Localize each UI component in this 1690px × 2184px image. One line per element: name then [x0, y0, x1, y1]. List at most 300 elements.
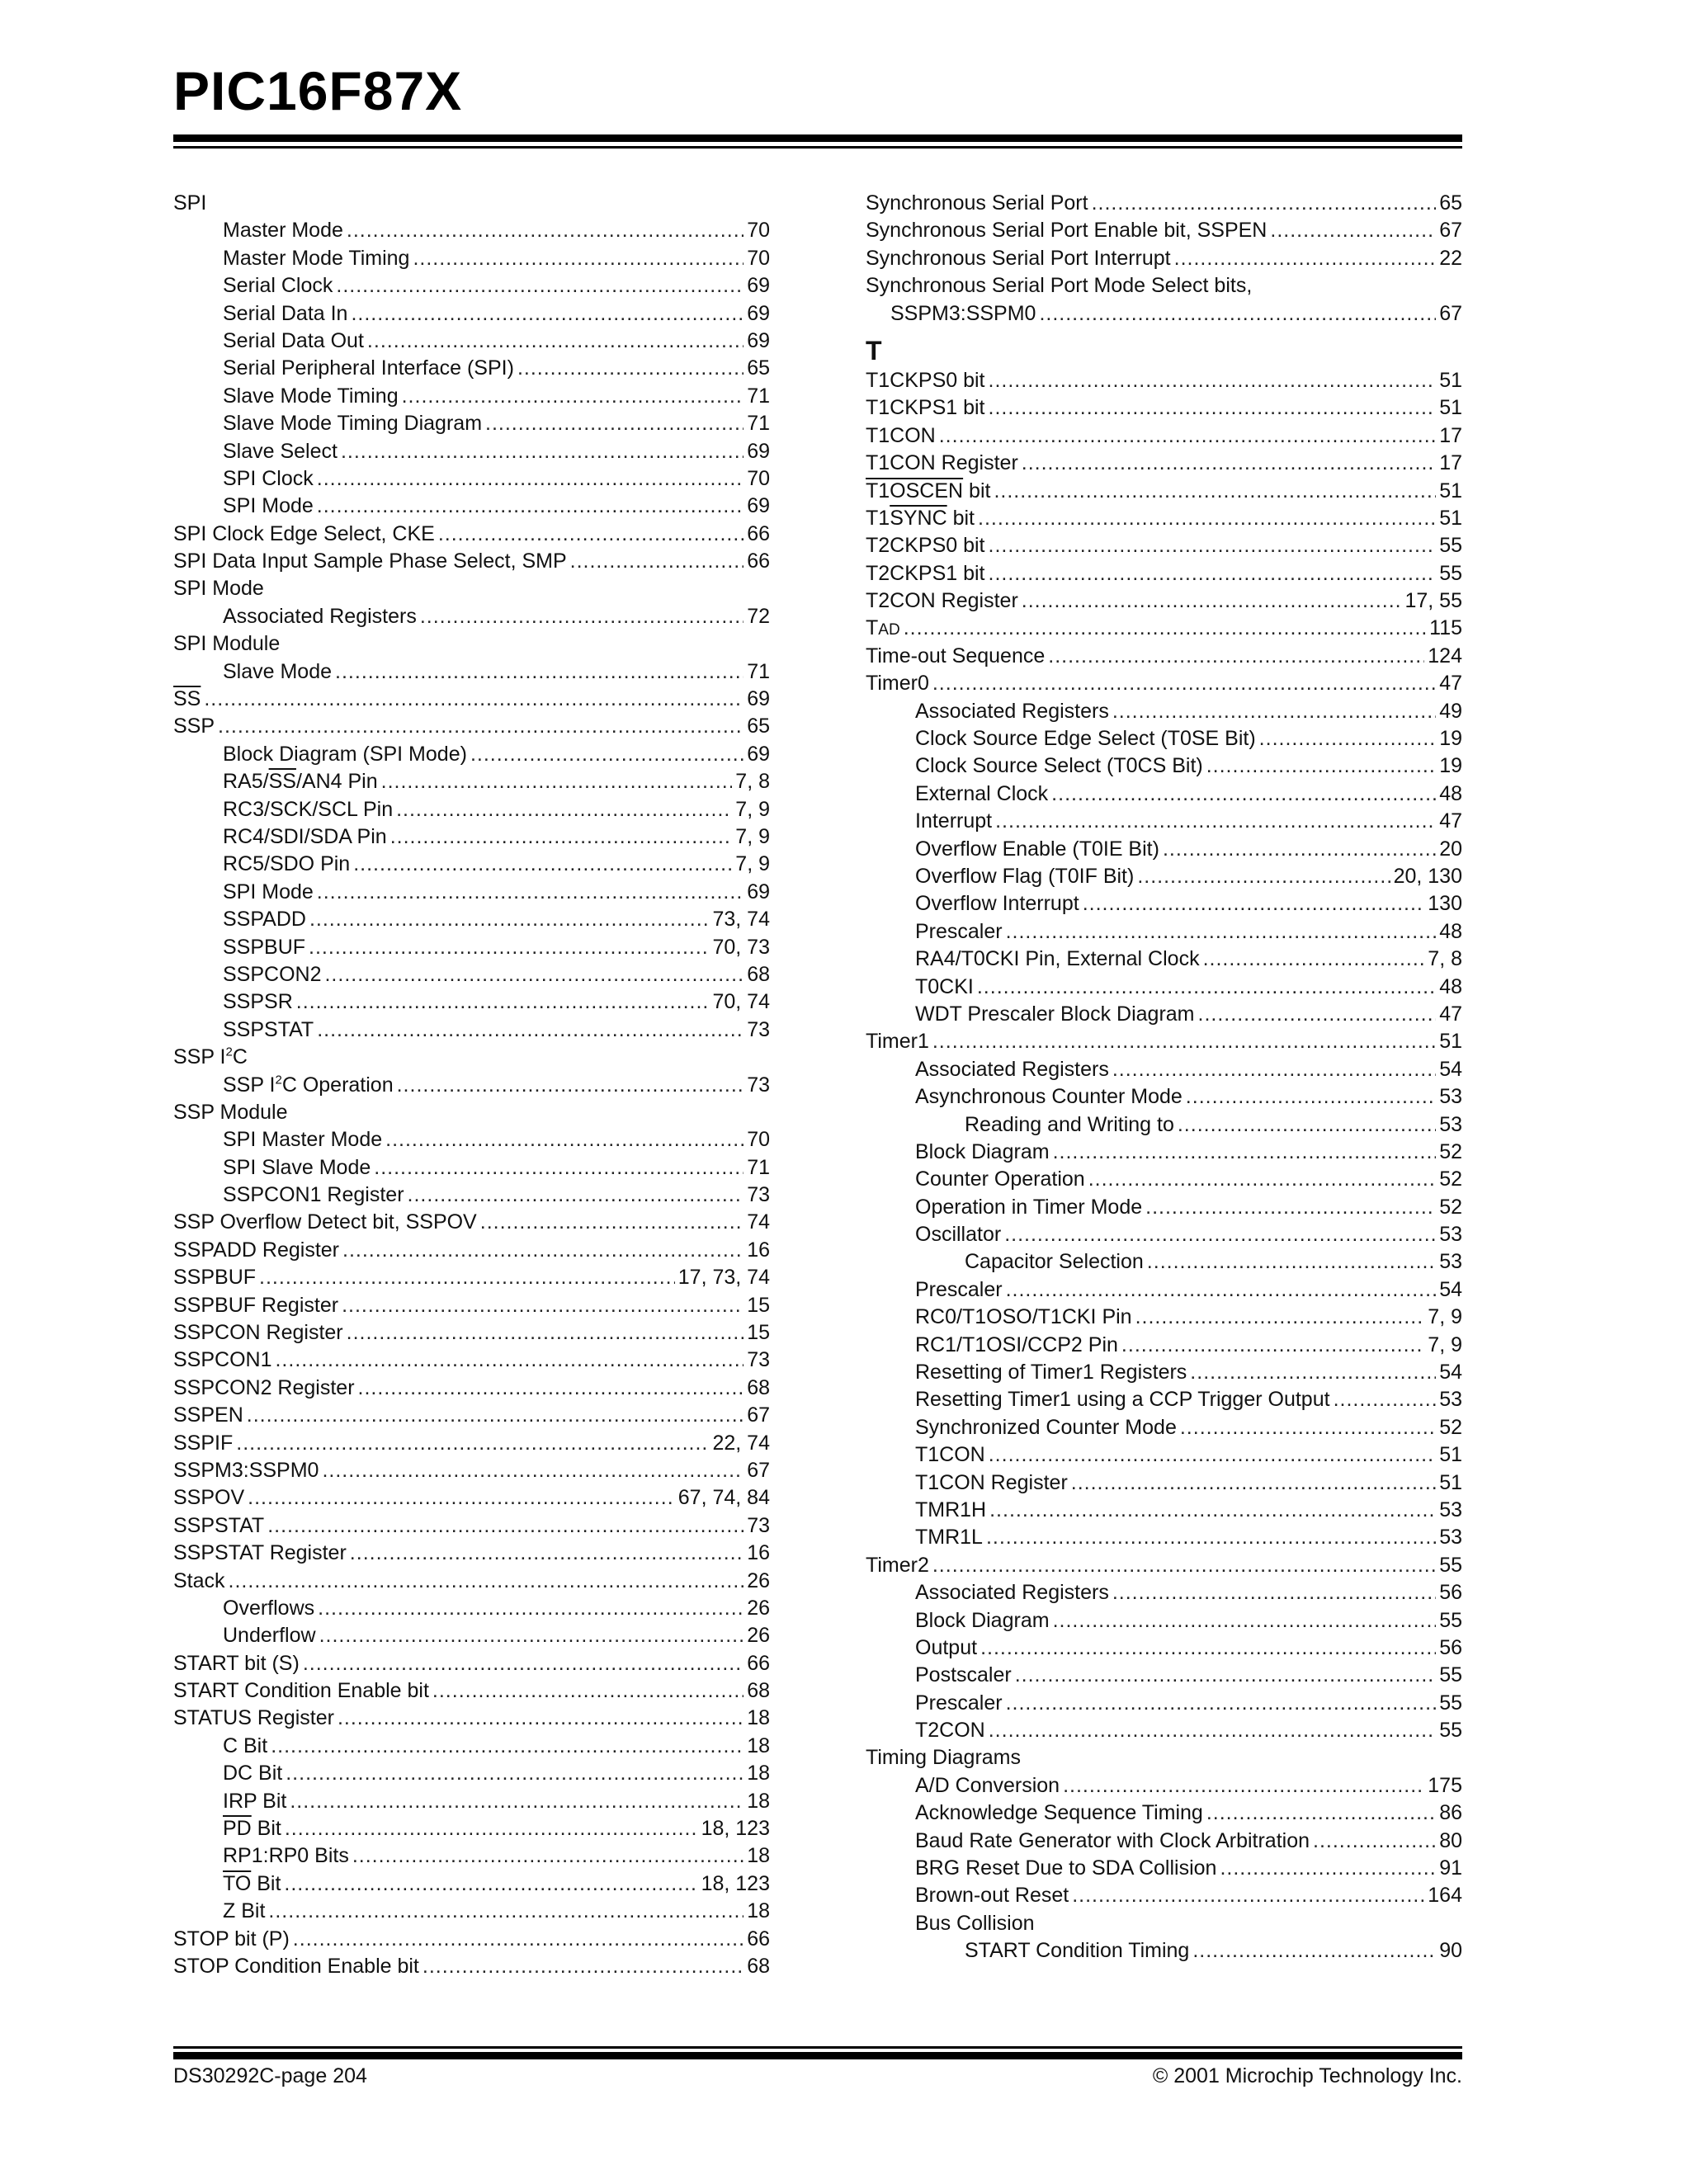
dot-leader [317, 465, 744, 493]
index-entry-label: Serial Clock [223, 274, 333, 298]
index-entry-page: 7, 8 [1428, 947, 1462, 971]
index-entry-label: Reading and Writing to [965, 1112, 1174, 1136]
index-entry-label: SPI Module [173, 632, 281, 656]
index-entry [866, 615, 1462, 642]
dot-leader [932, 670, 1436, 697]
index-entry [866, 1524, 1462, 1551]
index-entry-page: 69 [747, 274, 770, 298]
index-entry [866, 1276, 1462, 1304]
index-entry-label: TAD [866, 616, 900, 640]
index-entry-label: SPI Mode [223, 880, 314, 903]
index-entry-label: T1CON [915, 1443, 985, 1467]
index-entry-page: 69 [747, 742, 770, 766]
index-entry-page: 54 [1439, 1277, 1462, 1301]
index-entry [866, 560, 1462, 587]
dot-leader [1147, 1248, 1436, 1276]
index-entry-label: START Condition Timing [965, 1939, 1190, 1963]
index-entry [173, 713, 770, 740]
dot-leader [236, 1430, 709, 1457]
index-entry [866, 1359, 1462, 1386]
index-entry-label: Associated Registers [915, 1581, 1109, 1605]
index-entry-page: 124 [1428, 644, 1462, 667]
dot-leader [293, 1926, 744, 1953]
index-entry-page: 69 [747, 687, 770, 711]
dot-leader [309, 906, 710, 933]
index-entry-page: 55 [1439, 534, 1462, 558]
dot-leader [1004, 1221, 1436, 1248]
dot-leader [420, 603, 744, 630]
dot-leader [247, 1402, 744, 1429]
index-entry-label: Slave Mode Timing Diagram [223, 412, 483, 436]
dot-leader [1206, 1800, 1436, 1827]
index-entry-label: SSP $I^2C$ Operation [223, 1073, 394, 1097]
dot-leader [1088, 1166, 1437, 1193]
index-entry [173, 1126, 770, 1153]
index-entry-page: 48 [1439, 781, 1462, 805]
index-entry-page: 69 [747, 328, 770, 352]
dot-leader [358, 1375, 744, 1402]
index-entry-label: Resetting Timer1 using a CCP Trigger Output [915, 1388, 1330, 1412]
dot-leader [989, 367, 1437, 394]
dot-leader [286, 1760, 744, 1787]
index-entry-page: 66 [747, 521, 770, 545]
index-entry-label: SSP [173, 715, 215, 738]
index-entry-page: 54 [1439, 1057, 1462, 1081]
index-entry-label: Interrupt [915, 809, 993, 833]
index-entry [866, 532, 1462, 559]
index-entry-label: T2CON Register [866, 589, 1018, 613]
index-entry-label: Bus Collision [915, 1911, 1035, 1935]
dot-leader [989, 1497, 1436, 1524]
index-entry-label: Associated Registers [223, 604, 417, 628]
index-entry-page: 67 [1439, 219, 1462, 243]
index-entry-label: RC0/T1OSO/T1CKI Pin [915, 1305, 1132, 1329]
dot-leader [317, 493, 744, 520]
index-entry-label: TMR1H [915, 1498, 987, 1521]
index-entry-label: $\overline{SS}$ [173, 687, 201, 711]
index-entry [866, 1469, 1462, 1497]
index-entry-label: Acknowledge Sequence Timing [915, 1801, 1203, 1825]
dot-leader [517, 355, 744, 382]
index-entry [173, 1788, 770, 1815]
dot-leader [267, 1512, 744, 1540]
index-entry-page: 53 [1439, 1526, 1462, 1550]
index-entry-label: SSPBUF [223, 935, 306, 959]
index-entry-label: RC5/SDO Pin [223, 852, 351, 876]
dot-leader [275, 1347, 744, 1374]
index-entry [866, 1304, 1462, 1331]
index-entry-page: 18 [747, 1789, 770, 1813]
index-entry-page: 26 [747, 1596, 770, 1620]
index-entry [173, 521, 770, 548]
dot-leader [342, 1237, 744, 1264]
dot-leader [989, 560, 1437, 587]
index-entry [173, 1099, 770, 1126]
dot-leader [1259, 725, 1437, 752]
index-entry-page: 16 [747, 1541, 770, 1565]
index-entry [866, 1111, 1462, 1139]
header-rule-thick [173, 134, 1462, 142]
index-entry-label: Brown-out Reset [915, 1884, 1069, 1908]
index-entry [173, 1733, 770, 1760]
index-entry [866, 587, 1462, 615]
index-entry [173, 245, 770, 272]
index-entry [173, 1760, 770, 1787]
index-entry [173, 1292, 770, 1319]
index-entry [173, 1705, 770, 1732]
index-entry-label: Serial Data Out [223, 328, 364, 352]
dot-leader [351, 300, 744, 328]
dot-leader [1022, 587, 1402, 615]
dot-leader [980, 1634, 1436, 1662]
dot-leader [353, 851, 732, 878]
index-entry [866, 272, 1462, 300]
index-entry-label: Counter Operation [915, 1167, 1085, 1191]
dot-leader [989, 1717, 1436, 1744]
index-entry-page: 68 [747, 1955, 770, 1978]
index-entry-page: 66 [747, 550, 770, 573]
index-entry [173, 906, 770, 933]
index-entry-page: 67 [1439, 301, 1462, 325]
dot-leader [259, 1264, 675, 1291]
index-entry-label: T1CKPS1 bit [866, 396, 985, 420]
index-entry [866, 890, 1462, 917]
index-entry-label: Timer0 [866, 672, 929, 696]
dot-leader [989, 1441, 1436, 1469]
index-entry-page: 70, 73 [712, 935, 770, 959]
index-entry-page: 49 [1439, 699, 1462, 723]
index-entry-label: STOP bit (P) [173, 1927, 290, 1951]
index-entry-label: SSPSR [223, 990, 293, 1014]
index-entry-page: 72 [747, 604, 770, 628]
index-entry [173, 686, 770, 713]
dot-leader [408, 1182, 744, 1209]
index-entry-page: 68 [747, 1375, 770, 1399]
index-entry-label: STOP Condition Enable bit [173, 1955, 419, 1978]
index-entry-label: Baud Rate Generator with Clock Arbitration [915, 1828, 1310, 1852]
index-column-left [173, 190, 770, 1980]
index-entry-page: 65 [747, 356, 770, 380]
dot-leader [324, 961, 744, 988]
index-entry-page: 71 [747, 384, 770, 408]
dot-leader [1053, 1607, 1437, 1634]
index-entry-label: SSPEN [173, 1403, 243, 1427]
index-entry-page: 51 [1439, 1030, 1462, 1054]
dot-leader [317, 879, 744, 906]
index-entry-page: 55 [1439, 1691, 1462, 1715]
index-entry-label: SSP $I^2C$ [173, 1045, 248, 1069]
index-entry-label: START bit (S) [173, 1651, 300, 1675]
page-title: PIC16F87X [173, 60, 463, 121]
index-entry-page: 26 [747, 1624, 770, 1648]
dot-leader [284, 1870, 697, 1898]
index-entry [173, 961, 770, 988]
index-entry-page: 53 [1439, 1223, 1462, 1247]
index-entry [173, 383, 770, 410]
index-entry-page: 55 [1439, 1553, 1462, 1577]
index-entry [173, 1017, 770, 1044]
index-entry [866, 1083, 1462, 1111]
index-entry [173, 934, 770, 961]
dot-leader [989, 532, 1437, 559]
index-entry [866, 1414, 1462, 1441]
index-entry-page: 18, 123 [701, 1871, 770, 1895]
dot-leader [1015, 1662, 1436, 1689]
index-entry [173, 465, 770, 493]
index-entry-page: 52 [1439, 1195, 1462, 1219]
dot-leader [285, 1815, 698, 1842]
dot-leader [413, 245, 744, 272]
index-entry-label: T2CKPS1 bit [866, 561, 985, 585]
index-entry [173, 1595, 770, 1622]
dot-leader [336, 272, 744, 300]
dot-leader [268, 1898, 744, 1925]
index-entry [173, 741, 770, 768]
dot-leader [470, 741, 744, 768]
index-entry [866, 1332, 1462, 1359]
dot-leader [932, 1028, 1436, 1055]
index-entry [173, 1044, 770, 1071]
dot-leader [1206, 752, 1436, 780]
index-entry-page: 53 [1439, 1085, 1462, 1109]
index-entry-page: 20, 130 [1393, 864, 1462, 888]
index-entry [173, 1072, 770, 1099]
index-entry [866, 725, 1462, 752]
dot-leader [1198, 1001, 1437, 1028]
index-entry-page: 55 [1439, 1663, 1462, 1687]
footer-doc-id: DS30292C-page 204 [173, 2064, 367, 2087]
index-entry [173, 1347, 770, 1374]
index-entry-label: Prescaler [915, 919, 1003, 943]
index-entry [866, 1194, 1462, 1221]
index-entry [866, 478, 1462, 505]
index-entry-page: 47 [1439, 809, 1462, 833]
index-entry [173, 493, 770, 520]
dot-leader [904, 615, 1426, 642]
index-entry [173, 1154, 770, 1182]
index-entry-label: STATUS Register [173, 1706, 334, 1730]
index-entry-page: 52 [1439, 1139, 1462, 1163]
index-entry-page: 15 [747, 1293, 770, 1317]
index-entry-label: SPI Master Mode [223, 1128, 383, 1152]
index-entry [866, 450, 1462, 477]
index-entry [866, 1772, 1462, 1800]
index-entry-label: $\overline{TO}$ Bit [223, 1871, 281, 1895]
dot-leader [1180, 1414, 1436, 1441]
dot-leader [322, 1457, 744, 1484]
index-entry-label: Z Bit [223, 1899, 266, 1923]
index-entry-label: Underflow [223, 1624, 316, 1648]
index-entry [866, 1248, 1462, 1276]
dot-leader [1121, 1332, 1424, 1359]
index-entry-label: Associated Registers [915, 699, 1109, 723]
index-entry-label: Clock Source Edge Select (T0SE Bit) [915, 727, 1256, 751]
index-entry-page: 65 [1439, 191, 1462, 215]
index-entry-label: T1CON [866, 423, 936, 447]
dot-leader [1112, 1056, 1436, 1083]
index-entry [866, 836, 1462, 863]
index-entry-label: WDT Prescaler Block Diagram [915, 1002, 1195, 1026]
index-entry [866, 245, 1462, 272]
index-entry [866, 1717, 1462, 1744]
index-entry-page: 18 [747, 1762, 770, 1785]
dot-leader [218, 713, 744, 740]
index-entry [173, 768, 770, 795]
dot-leader [290, 1788, 744, 1815]
index-entry [173, 1375, 770, 1402]
dot-leader [1270, 217, 1436, 244]
index-entry-label: SSP Overflow Detect bit, SSPOV [173, 1210, 477, 1234]
index-entry-page: 26 [747, 1568, 770, 1592]
index-entry [866, 863, 1462, 890]
index-entry-label: Master Mode [223, 219, 343, 243]
index-entry-page: 52 [1439, 1167, 1462, 1191]
index-entry-label: Overflow Interrupt [915, 892, 1079, 916]
index-entry-label: T1CKPS0 bit [866, 368, 985, 392]
dot-leader [1313, 1828, 1436, 1855]
index-entry-label: T1OSCEN bit [866, 479, 991, 502]
index-entry [866, 394, 1462, 422]
index-entry [173, 630, 770, 658]
index-entry [866, 670, 1462, 697]
index-entry-page: 53 [1439, 1250, 1462, 1274]
index-entry [173, 272, 770, 300]
index-entry-label: Synchronous Serial Port Mode Select bits, [866, 274, 1253, 298]
index-entry-label: SPI Slave Mode [223, 1155, 371, 1179]
index-entry-label: SSPADD Register [173, 1238, 339, 1262]
index-entry [173, 988, 770, 1016]
dot-leader [1112, 1579, 1436, 1606]
index-entry-label: SPI Clock Edge Select, CKE [173, 521, 435, 545]
dot-leader [1048, 643, 1424, 670]
index-entry-page: 73 [747, 1017, 770, 1041]
index-entry-page: 55 [1439, 1719, 1462, 1743]
index-entry [173, 823, 770, 851]
index-entry-label: SSPCON1 [173, 1348, 272, 1372]
index-entry-page: 66 [747, 1651, 770, 1675]
index-entry [866, 781, 1462, 808]
index-entry [866, 1552, 1462, 1579]
index-entry-label: Slave Mode [223, 659, 333, 683]
index-entry-page: 164 [1428, 1884, 1462, 1908]
index-entry-page: 53 [1439, 1388, 1462, 1412]
dot-leader [977, 974, 1436, 1001]
dot-leader [989, 394, 1437, 422]
index-entry-label: SPI Mode [173, 577, 264, 601]
index-entry [866, 217, 1462, 244]
dot-leader [1135, 1304, 1425, 1331]
index-entry [866, 1028, 1462, 1055]
dot-leader [1006, 918, 1437, 946]
index-entry-label: SSPCON2 [223, 962, 322, 986]
index-entry [173, 1512, 770, 1540]
index-entry-page: 7, 9 [1428, 1333, 1462, 1356]
index-entry [173, 603, 770, 630]
index-entry-label: Prescaler [915, 1691, 1003, 1715]
dot-leader [978, 505, 1436, 532]
index-entry [866, 1386, 1462, 1413]
dot-leader [1220, 1855, 1436, 1882]
dot-leader [1203, 946, 1425, 973]
index-entry-label: SSPBUF [173, 1266, 257, 1290]
dot-leader [318, 1595, 744, 1622]
index-entry [866, 505, 1462, 532]
dot-leader [396, 796, 732, 823]
dot-leader [1112, 698, 1436, 725]
dot-leader [432, 1677, 744, 1705]
dot-leader [341, 438, 744, 465]
dot-leader [1174, 245, 1437, 272]
index-entry-label: Stack [173, 1568, 225, 1592]
index-entry [173, 410, 770, 437]
dot-leader [309, 934, 709, 961]
index-entry-page: 17, 73, 74 [677, 1266, 770, 1290]
index-entry-label: SPI [173, 191, 207, 215]
index-entry [866, 300, 1462, 328]
index-entry [173, 879, 770, 906]
index-entry [866, 1690, 1462, 1717]
index-entry [173, 1898, 770, 1925]
dot-leader [1071, 1469, 1436, 1497]
index-entry-label: SSPM3:SSPM0 [173, 1458, 319, 1482]
index-entry [866, 1855, 1462, 1882]
index-entry-label: Timer2 [866, 1553, 929, 1577]
index-entry-label: Slave Mode Timing [223, 384, 399, 408]
index-entry-label: Asynchronous Counter Mode [915, 1085, 1183, 1109]
dot-leader [229, 1568, 744, 1595]
index-entry-page: 7, 9 [735, 797, 770, 821]
index-entry-page: 7, 9 [735, 852, 770, 876]
index-entry-label: T1SYNC bit [866, 506, 975, 530]
index-entry-page: 70 [747, 1128, 770, 1152]
dot-leader [296, 988, 710, 1016]
index-entry-page: 53 [1439, 1498, 1462, 1521]
dot-leader [335, 658, 744, 686]
dot-leader [438, 521, 744, 548]
index-entry-page: 66 [747, 1927, 770, 1951]
index-entry-page: 73, 74 [712, 908, 770, 932]
index-entry-label: IRP Bit [223, 1789, 287, 1813]
dot-leader [986, 1524, 1436, 1551]
index-entry-label: SPI Clock [223, 466, 314, 490]
dot-leader [381, 768, 733, 795]
index-entry [173, 1650, 770, 1677]
index-entry-page: 19 [1439, 727, 1462, 751]
index-entry-label: SSPADD [223, 908, 306, 932]
index-entry-page: 51 [1439, 1443, 1462, 1467]
dot-leader [994, 478, 1436, 505]
index-entry [866, 698, 1462, 725]
index-entry-label: Oscillator [915, 1223, 1002, 1247]
dot-leader [397, 1072, 744, 1099]
dot-leader [402, 383, 744, 410]
dot-leader [570, 548, 744, 575]
dot-leader [932, 1552, 1436, 1579]
index-entry-page: 18, 123 [701, 1817, 770, 1841]
dot-leader [347, 1319, 744, 1347]
index-entry-label: BRG Reset Due to SDA Collision [915, 1856, 1217, 1880]
index-entry [866, 752, 1462, 780]
index-entry-label: Serial Peripheral Interface (SPI) [223, 356, 514, 380]
index-entry [173, 217, 770, 244]
index-entry [866, 422, 1462, 450]
index-entry-label: RC4/SDI/SDA Pin [223, 824, 387, 848]
index-entry-label: SSPIF [173, 1431, 234, 1455]
dot-leader [1083, 890, 1425, 917]
index-entry-page: 175 [1428, 1773, 1462, 1797]
dot-leader [1053, 1139, 1437, 1166]
index-entry-label: TMR1L [915, 1526, 983, 1550]
